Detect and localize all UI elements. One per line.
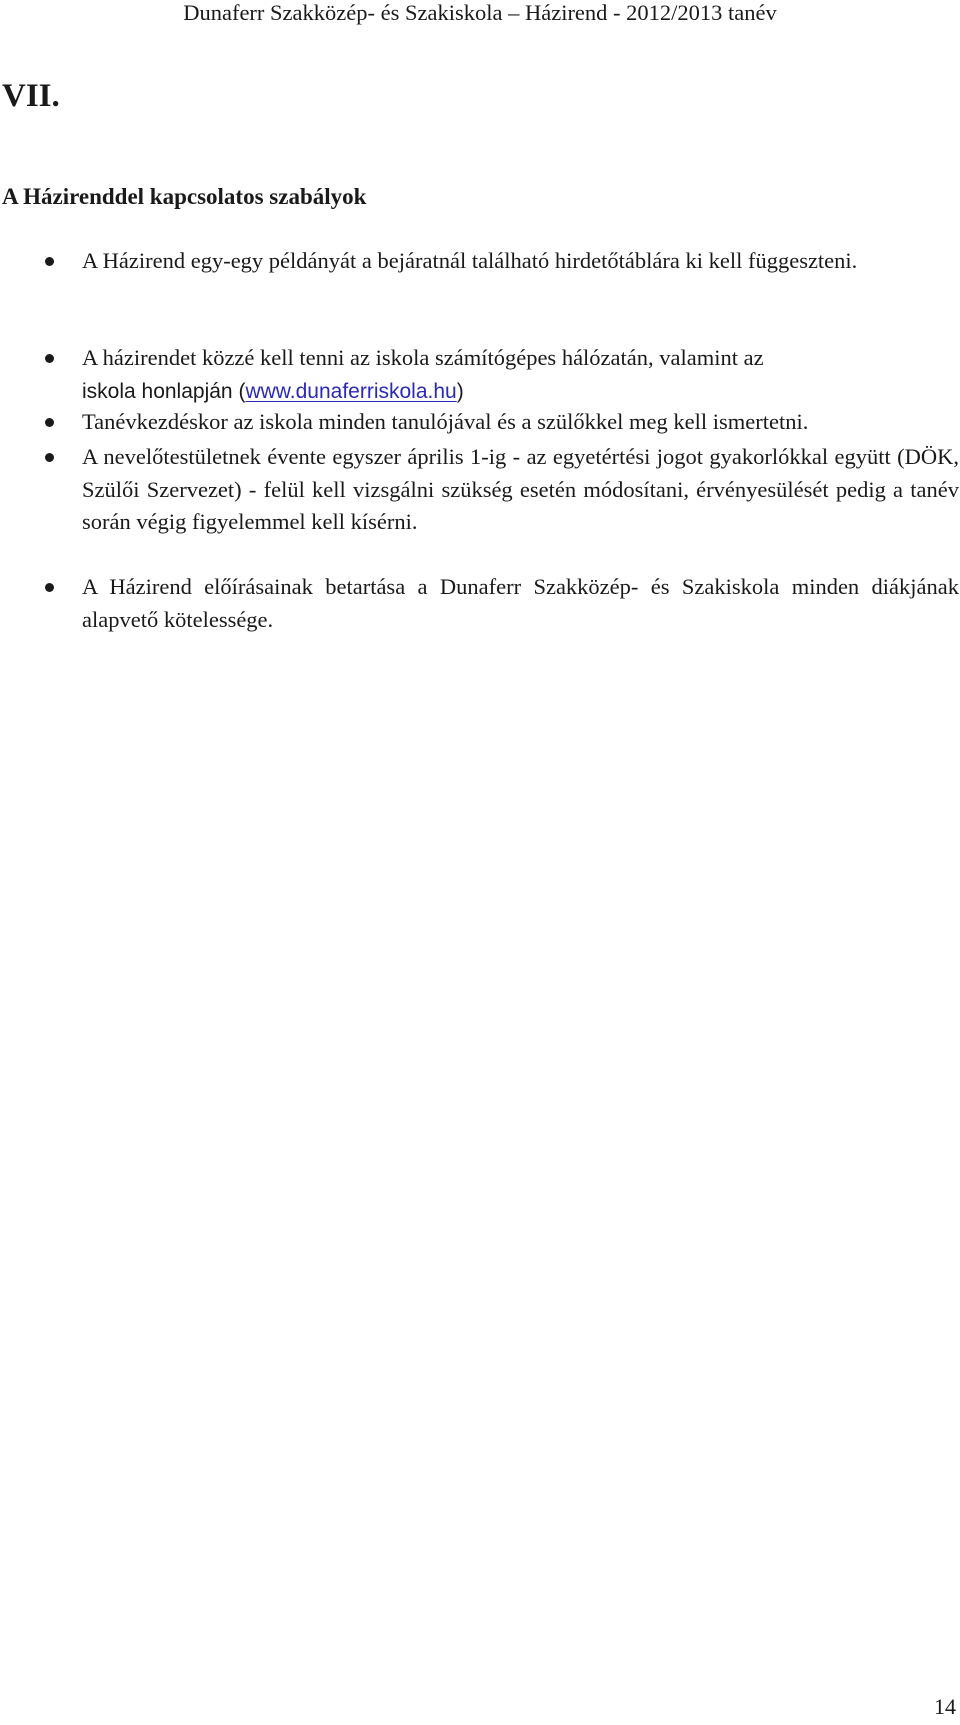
- page-number: 14: [934, 1694, 956, 1719]
- section-title: A Házirenddel kapcsolatos szabályok: [2, 184, 367, 209]
- bullet-icon: [45, 418, 54, 427]
- list-item: [82, 571, 959, 636]
- list-item-text: A házirendet közzé kell tenni az iskola számítógépes hálózatán, valamint az: [82, 345, 764, 370]
- list-item-text: A nevelőtestületnek évente egyszer április 1-ig - az egyetértési jogot gyakorlókkal együtt (DÖK, Szülői Szervezet) - felül kell vizsgálni szükség esetén módosítani, érvényesülését pedig a tanév során végig figyelemmel kell kísérni.: [82, 444, 959, 534]
- chapter-number: VII.: [2, 78, 60, 114]
- list-item-text: Tanévkezdéskor az iskola minden tanulójával és a szülőkkel meg kell ismertetni.: [82, 409, 809, 434]
- list-item-text: A Házirend előírásainak betartása a Dunaferr Szakközép- és Szakiskola minden diákjának alapvető kötelessége.: [82, 574, 959, 632]
- list-item: [82, 245, 959, 278]
- bullet-icon: [45, 257, 54, 266]
- list-item: [82, 441, 959, 539]
- list-item: [82, 342, 959, 408]
- list-item-text-suffix: ): [456, 379, 464, 403]
- list-item-text: A Házirend egy-egy példányát a bejáratnál található hirdetőtáblára ki kell függeszteni.: [82, 248, 858, 273]
- list-item-text-prefix: iskola honlapján (: [82, 379, 246, 403]
- bullet-icon: [45, 453, 54, 462]
- list-item: [82, 406, 959, 439]
- school-website-link[interactable]: www.dunaferriskola.hu: [245, 379, 457, 403]
- running-header: Dunaferr Szakközép- és Szakiskola – Házirend - 2012/2013 tanév: [183, 0, 777, 25]
- bullet-icon: [45, 583, 54, 592]
- bullet-icon: [45, 354, 54, 363]
